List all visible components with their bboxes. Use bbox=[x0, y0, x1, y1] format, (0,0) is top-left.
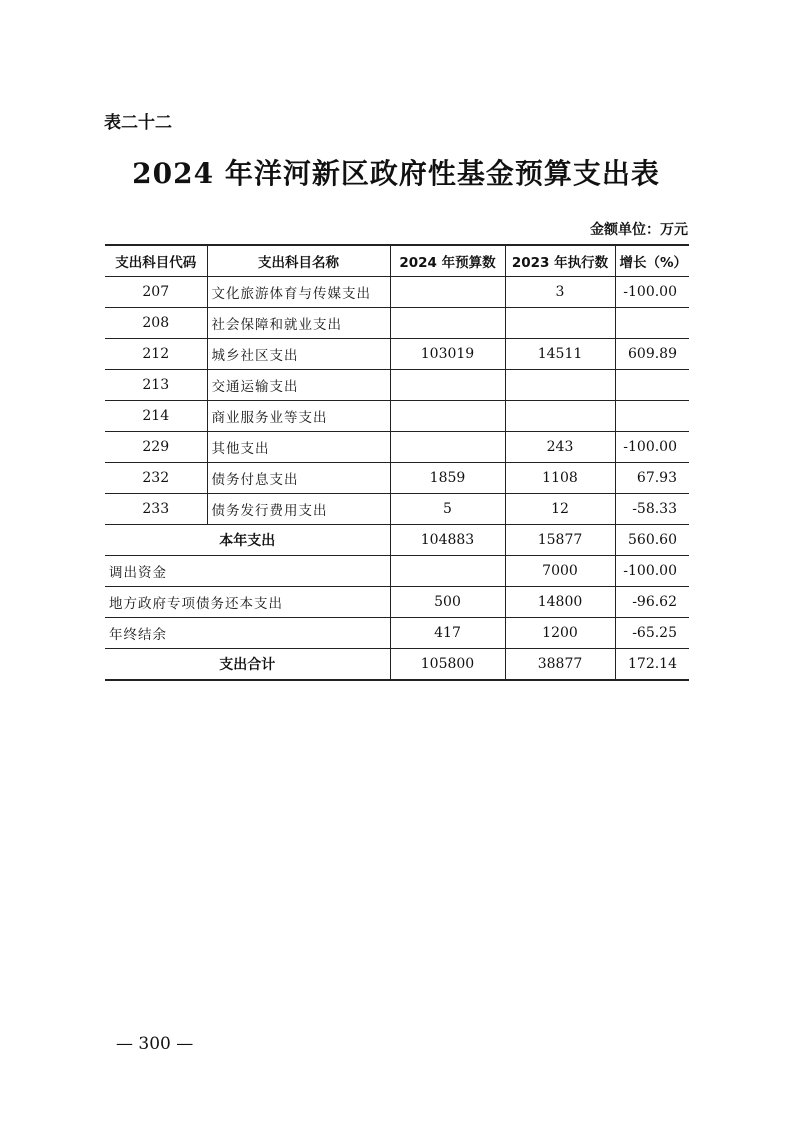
row-name: 调出资金 bbox=[105, 556, 390, 587]
row-growth: 67.93 bbox=[615, 463, 689, 494]
row-budget-2024: 500 bbox=[390, 587, 505, 618]
row-budget-2024 bbox=[390, 277, 505, 308]
row-growth bbox=[615, 370, 689, 401]
row-growth: -58.33 bbox=[615, 494, 689, 525]
year-total-growth: 560.60 bbox=[615, 525, 689, 556]
row-budget-2024 bbox=[390, 370, 505, 401]
row-budget-2024: 417 bbox=[390, 618, 505, 649]
year-total-label: 本年支出 bbox=[105, 525, 390, 556]
row-actual-2023 bbox=[505, 401, 615, 432]
table-row bbox=[105, 587, 689, 618]
header-actual-2023: 2023 年执行数 bbox=[505, 245, 615, 277]
grand-total-budget-2024: 105800 bbox=[390, 649, 505, 681]
row-budget-2024 bbox=[390, 401, 505, 432]
unit-label: 金额单位：万元 bbox=[590, 222, 688, 238]
expenditure-table bbox=[105, 244, 689, 681]
table-row bbox=[105, 432, 689, 463]
page-title: 2024 年洋河新区政府性基金预算支出表 bbox=[132, 157, 660, 190]
row-code: 233 bbox=[105, 494, 207, 525]
header-code: 支出科目代码 bbox=[105, 245, 207, 277]
row-actual-2023: 7000 bbox=[505, 556, 615, 587]
grand-total-label: 支出合计 bbox=[105, 649, 390, 681]
table-row bbox=[105, 370, 689, 401]
table-row bbox=[105, 556, 689, 587]
row-budget-2024: 5 bbox=[390, 494, 505, 525]
row-code: 212 bbox=[105, 339, 207, 370]
row-actual-2023: 14800 bbox=[505, 587, 615, 618]
grand-total-actual-2023: 38877 bbox=[505, 649, 615, 681]
row-name: 债务付息支出 bbox=[207, 463, 390, 494]
table-row bbox=[105, 308, 689, 339]
year-total-budget-2024: 104883 bbox=[390, 525, 505, 556]
row-budget-2024: 1859 bbox=[390, 463, 505, 494]
table-row bbox=[105, 339, 689, 370]
table-row bbox=[105, 618, 689, 649]
row-code: 213 bbox=[105, 370, 207, 401]
table-label: 表二十二 bbox=[104, 113, 172, 133]
row-actual-2023: 12 bbox=[505, 494, 615, 525]
row-growth bbox=[615, 401, 689, 432]
row-growth: -100.00 bbox=[615, 277, 689, 308]
row-actual-2023 bbox=[505, 308, 615, 339]
table-row bbox=[105, 494, 689, 525]
row-actual-2023: 3 bbox=[505, 277, 615, 308]
grand-total-row bbox=[105, 649, 689, 681]
row-growth bbox=[615, 308, 689, 339]
row-code: 232 bbox=[105, 463, 207, 494]
table-header-row bbox=[105, 245, 689, 277]
row-actual-2023 bbox=[505, 370, 615, 401]
row-budget-2024 bbox=[390, 556, 505, 587]
row-actual-2023: 1200 bbox=[505, 618, 615, 649]
row-code: 208 bbox=[105, 308, 207, 339]
table-row bbox=[105, 463, 689, 494]
row-growth: -65.25 bbox=[615, 618, 689, 649]
row-actual-2023: 243 bbox=[505, 432, 615, 463]
header-name: 支出科目名称 bbox=[207, 245, 390, 277]
row-name: 其他支出 bbox=[207, 432, 390, 463]
table-row bbox=[105, 277, 689, 308]
row-actual-2023: 1108 bbox=[505, 463, 615, 494]
row-name: 债务发行费用支出 bbox=[207, 494, 390, 525]
row-growth: -96.62 bbox=[615, 587, 689, 618]
table-row bbox=[105, 401, 689, 432]
header-growth: 增长（%） bbox=[615, 245, 689, 277]
row-name: 文化旅游体育与传媒支出 bbox=[207, 277, 390, 308]
row-budget-2024: 103019 bbox=[390, 339, 505, 370]
row-actual-2023: 14511 bbox=[505, 339, 615, 370]
row-name: 地方政府专项债务还本支出 bbox=[105, 587, 390, 618]
row-growth: -100.00 bbox=[615, 432, 689, 463]
year-total-actual-2023: 15877 bbox=[505, 525, 615, 556]
year-total-row bbox=[105, 525, 689, 556]
row-budget-2024 bbox=[390, 432, 505, 463]
row-name: 商业服务业等支出 bbox=[207, 401, 390, 432]
row-growth: -100.00 bbox=[615, 556, 689, 587]
header-budget-2024: 2024 年预算数 bbox=[390, 245, 505, 277]
grand-total-growth: 172.14 bbox=[615, 649, 689, 681]
row-name: 年终结余 bbox=[105, 618, 390, 649]
row-code: 207 bbox=[105, 277, 207, 308]
row-growth: 609.89 bbox=[615, 339, 689, 370]
page-number: — 300 — bbox=[116, 1034, 194, 1054]
row-name: 社会保障和就业支出 bbox=[207, 308, 390, 339]
row-name: 交通运输支出 bbox=[207, 370, 390, 401]
row-name: 城乡社区支出 bbox=[207, 339, 390, 370]
row-code: 214 bbox=[105, 401, 207, 432]
row-budget-2024 bbox=[390, 308, 505, 339]
row-code: 229 bbox=[105, 432, 207, 463]
